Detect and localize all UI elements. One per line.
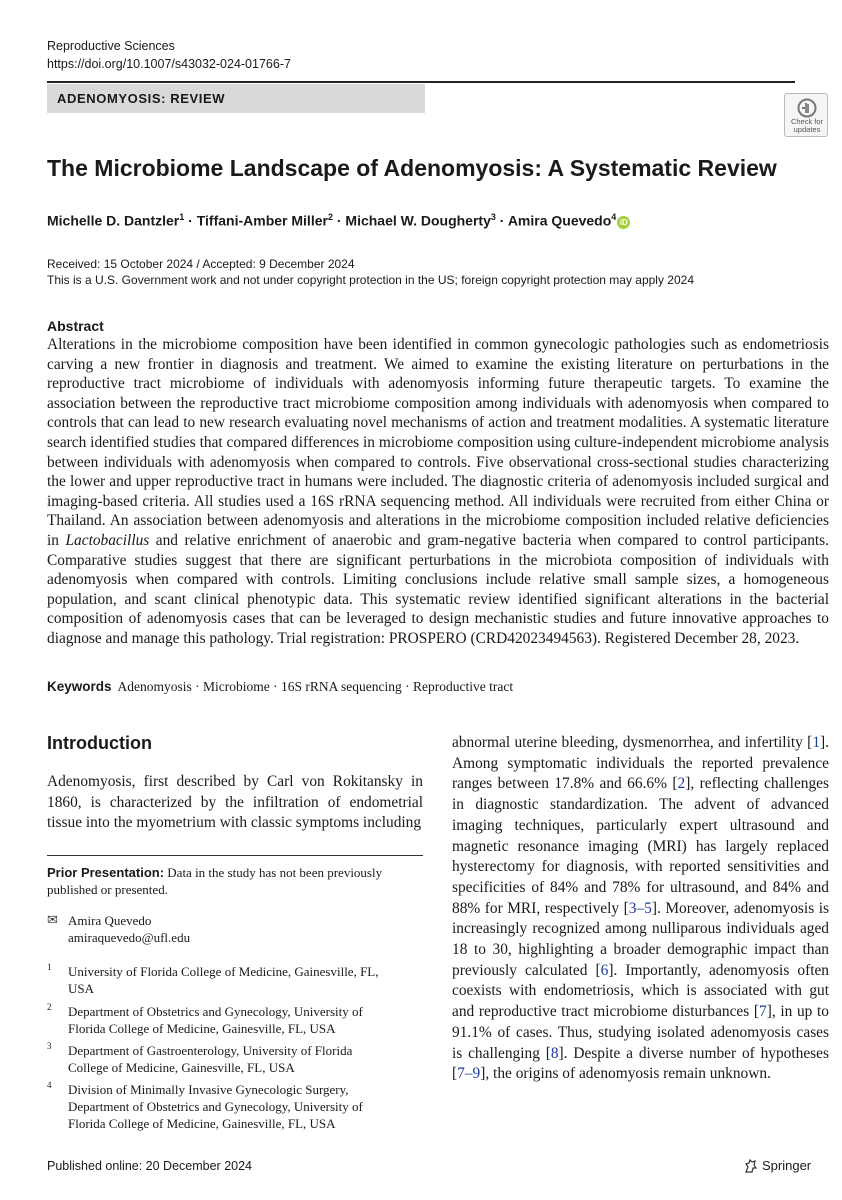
orcid-icon[interactable]: iD <box>617 216 630 229</box>
publisher-logo[interactable] <box>762 1157 811 1175</box>
keywords-line <box>47 677 513 697</box>
citation-link[interactable]: 8 <box>550 1044 559 1062</box>
intro-text: abnormal uterine bleeding, dysmenorrhea, and infertility [ <box>452 734 813 751</box>
keywords-label: Keywords <box>47 679 112 694</box>
introduction-right-column <box>452 733 829 1085</box>
keywords-text: Adenomyosis · Microbiome · 16S rRNA sequencing · Reproductive tract <box>117 679 514 694</box>
section-label: ADENOMYOSIS: REVIEW <box>47 84 425 113</box>
intro-text: ]. Moreover, adenomyosis is increasingly recognized among nulliparous individuals aged 18 to 30, highlighting a broader demographic impact than previously calculated [ <box>452 899 830 979</box>
intro-text: ], the origins of adenomyosis remain unknown. <box>480 1065 771 1083</box>
affiliation-text: University of Florida College of Medicine, Gainesville, FL, USA <box>68 964 379 996</box>
intro-text: ], in up to 91.1% of cases. Thus, studying isolated adenomyosis cases is challenging [ <box>452 1003 829 1062</box>
affiliation-marker: 4 <box>611 212 617 222</box>
author-name[interactable]: Michelle D. Dantzler <box>47 212 180 229</box>
author-name[interactable]: Tiffani-Amber Miller <box>196 212 328 229</box>
envelope-icon: ✉ <box>47 912 58 927</box>
check-updates-icon <box>796 98 818 118</box>
abstract-text <box>47 335 829 649</box>
affiliation-marker: 1 <box>179 212 185 222</box>
check-for-updates-badge[interactable] <box>784 93 828 137</box>
intro-text: ]. Among symptomatic individuals the reported prevalence ranges between 17.8% and 66.6% [ <box>452 734 829 793</box>
abstract-part-2: and relative enrichment of anaerobic and gram-negative bacteria when compared to control participants. Comparative studies suggest that there are significant perturbations in the microbiota composition of individuals with adenomyosis when compared with controls. Limiting conclusions include relative small sample sizes, a homogeneous population, and scant clinical phenotypic data. This systematic review identified significant alterations in the bacterial composition of adenomyosis cases that can be leveraged to design mechanistic studies and future innovative approaches to diagnose and manage this pathology. Trial registration: PROSPERO (CRD42023494563). Registered December 28, 2023. <box>47 531 830 647</box>
author-separator: · <box>184 212 197 229</box>
prior-presentation-label: Prior Presentation: <box>47 865 165 880</box>
check-updates-label: Check for updates <box>790 117 824 134</box>
citation-link[interactable]: 3–5 <box>628 899 652 917</box>
corresponding-author-email[interactable]: amiraquevedo@ufl.edu <box>68 930 191 945</box>
affiliation-text: Department of Gastroenterology, University of Florida College of Medicine, Gainesville, FL, USA <box>68 1043 353 1075</box>
abstract-part-1: Alterations in the microbiome composition have been identified in common gynecologic pathologies such as endometriosis carving a new frontier in diagnosis and treatment. We aimed to examine the existing literature on perturbations in the reproductive tract microbiome of individuals with adenomyosis informing future therapeutic targets. To examine the association between the reproductive tract microbiome composition among individuals with adenomyosis when compared to controls that can lead to new research evaluating novel mechanisms of action and treatment modalities. A systematic literature search identified studies that compared differences in microbiome composition using culture-independent microbiome analysis between individuals with adenomyosis when compared to controls. Five observational cross-sectional studies characterizing the lower and upper reproductive tract in humans were included. The diagnostic criteria of adenomyosis included surgical and imaging-based criteria. All studies used a 16S rRNA sequencing method. All individuals were recruited from either China or Thailand. An association between adenomyosis and alterations in the microbiome composition included relative deficiencies in <box>47 336 829 549</box>
intro-text: ]. Importantly, adenomyosis often coexists with endometriosis, which is associated with gut and reproductive tract microbiome disturbances [ <box>452 961 830 1021</box>
abstract-italic-term: Lactobacillus <box>65 531 150 549</box>
citation-link[interactable]: 6 <box>600 961 609 979</box>
citation-link[interactable]: 2 <box>677 775 686 793</box>
citation-link[interactable]: 7–9 <box>457 1065 481 1083</box>
springer-horse-icon <box>743 1158 759 1174</box>
affiliation-number: 2 <box>47 1002 52 1012</box>
author-separator: · <box>332 212 346 229</box>
affiliation-marker: 3 <box>490 212 496 222</box>
corresponding-author-name: Amira Quevedo <box>68 913 152 928</box>
affiliation-text: Division of Minimally Invasive Gynecologic Surgery, Department of Obstetrics and Gynecology, University of Florida College of Medicine, Gainesville, FL, USA <box>68 1082 363 1131</box>
author-list <box>47 207 630 231</box>
affiliation-number: 3 <box>47 1041 52 1051</box>
affiliation-marker: 2 <box>327 212 333 222</box>
header-rule <box>47 81 795 83</box>
affiliation-number: 1 <box>47 962 52 972</box>
prior-presentation-text: Data in the study has not been previously published or presented. <box>47 865 383 897</box>
journal-name: Reproductive Sciences <box>47 39 175 53</box>
article-dates: Received: 15 October 2024 / Accepted: 9 December 2024 <box>47 257 355 271</box>
intro-text: ], reflecting challenges in diagnostic standardization. The advent of advanced imaging techniques, particularly expert ultrasound and magnetic resonance imaging (MRI) has largely replaced hysterectomy for diagnosis, with reported sensitivities and specificities of 84% and 78% for ultrasound, and 84% and 88% for MRI, respectively [ <box>452 775 829 917</box>
introduction-left-column: Adenomyosis, first described by Carl von Rokitansky in 1860, is characterized by the infiltration of endometrial tissue into the myometrium with classic symptoms including <box>47 773 423 831</box>
prior-presentation-note <box>47 864 423 898</box>
author-separator: · <box>495 212 508 229</box>
introduction-heading: Introduction <box>47 733 152 753</box>
published-date: Published online: 20 December 2024 <box>47 1159 252 1173</box>
citation-link[interactable]: 7 <box>759 1003 767 1021</box>
abstract-heading: Abstract <box>47 318 104 334</box>
author-name[interactable]: Michael W. Dougherty <box>345 212 491 229</box>
corresponding-author <box>68 912 190 946</box>
doi-link[interactable]: https://doi.org/10.1007/s43032-024-01766-7 <box>47 57 291 71</box>
affiliation-text: Department of Obstetrics and Gynecology, University of Florida College of Medicine, Gainesville, FL, USA <box>68 1004 363 1036</box>
affiliation-number: 4 <box>47 1080 52 1090</box>
intro-text: ]. Despite a diverse number of hypotheses [ <box>452 1044 829 1083</box>
author-name[interactable]: Amira Quevedo <box>507 212 612 229</box>
copyright-notice: This is a U.S. Government work and not under copyright protection in the US; foreign copyright protection may apply 2024 <box>47 273 695 287</box>
publisher-name: Springer <box>762 1158 812 1173</box>
citation-link[interactable]: 1 <box>812 734 821 751</box>
article-title: The Microbiome Landscape of Adenomyosis: A Systematic Review <box>47 155 777 181</box>
footnote-divider <box>47 855 423 856</box>
